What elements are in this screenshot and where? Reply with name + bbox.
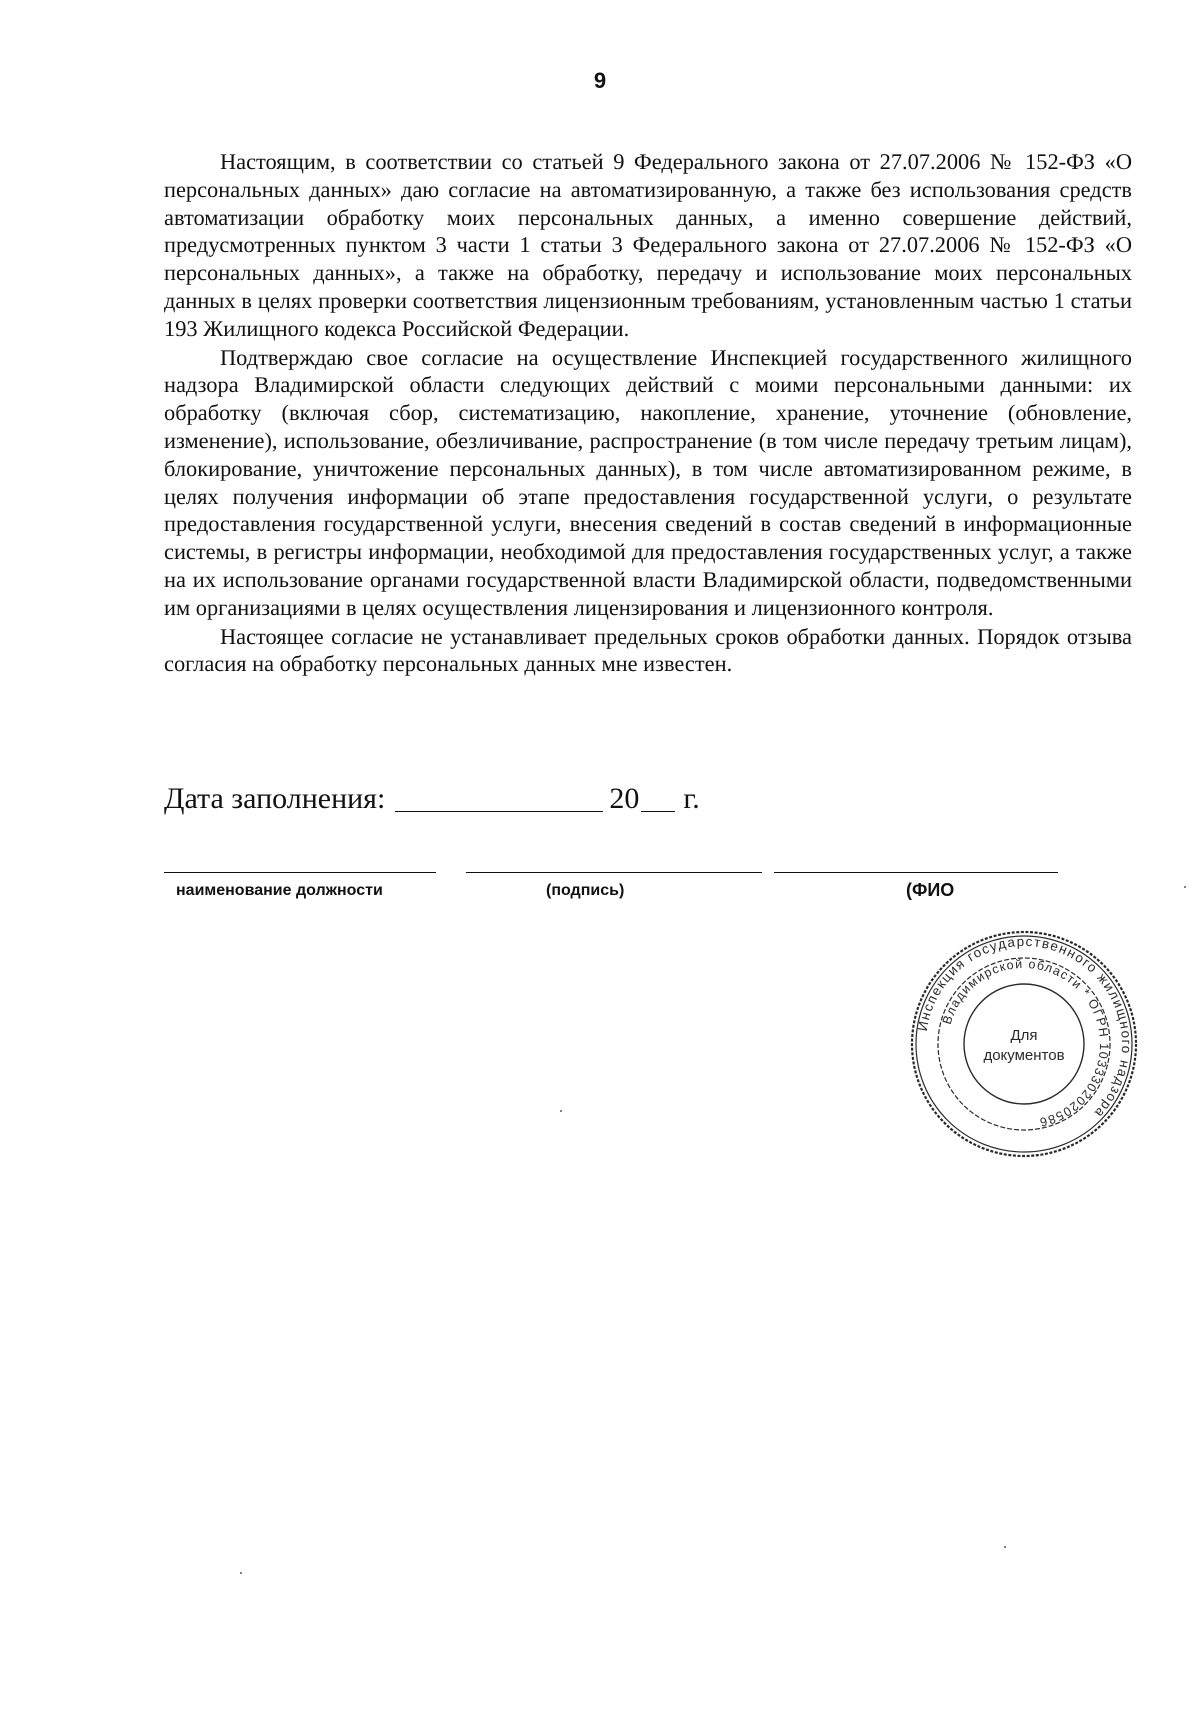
date-year-prefix: 20 — [609, 782, 640, 815]
page-number: 9 — [593, 68, 607, 93]
date-year-suffix: г. — [683, 782, 700, 815]
signature-label: (подпись) — [546, 882, 625, 899]
scan-speck — [1184, 886, 1186, 888]
stamp-inner-text: Владимирской области * ОГРН 1033302020586 — [939, 956, 1112, 1130]
full-name-signature-line[interactable] — [774, 872, 1058, 873]
stamp-outer-text: Инспекция государственного жилищного надзора — [914, 933, 1135, 1122]
scan-speck — [560, 1110, 562, 1112]
scan-speck — [240, 1572, 242, 1574]
consent-paragraph-3: Настоящее согласие не устанавливает предельных сроков обработки данных. Порядок отзыва согласия на обработку персональных данных мне известен. — [164, 623, 1132, 677]
stamp-center-line-1: Для — [1010, 1027, 1038, 1044]
official-stamp — [908, 928, 1140, 1160]
consent-paragraph-1: Настоящим, в соответствии со статьей 9 Федерального закона от 27.07.2006 № 152-ФЗ «О персональных данных» даю согласие на автоматизированную, а также без использования средств автоматизации обработку моих персональных данных, а именно совершение действий, предусмотренных пунктом 3 части 1 статьи 3 Федерального закона от 27.07.2006 № 152-ФЗ «О персональных данных», а также на обработку, передачу и использование моих персональных данных в целях проверки соответствия лицензионным требованиям, установленным частью 1 статьи 193 Жилищного кодекса Российской Федерации. — [164, 149, 1132, 341]
date-label: Дата заполнения: — [164, 782, 386, 815]
signature-line[interactable] — [466, 872, 762, 873]
scan-speck — [1004, 1546, 1006, 1548]
consent-paragraph-2: Подтверждаю свое согласие на осуществление Инспекцией государственного жилищного надзора Владимирской области следующих действий с моими персональными данными: их обработку (включая сбор, систематизацию, накопление, хранение, уточнение (обновление, изменение), использование, обезличивание, распространение (в том числе передачу третьим лицам), блокирование, уничтожение персональных данных), в том числе автоматизированном режиме, в целях получения информации об этапе предоставления государственной услуги, о результате предоставления государственной услуги, внесения сведений в состав сведений в информационные системы, в регистры информации, необходимой для предоставления государственных услуг, а также на их использование органами государственной власти Владимирской области, подведомственными им организациями в целях осуществления лицензирования и лицензионного контроля. — [164, 344, 1132, 620]
date-field — [164, 782, 700, 816]
full-name-label: (ФИО — [906, 880, 955, 900]
date-year-blank[interactable] — [641, 783, 675, 812]
stamp-center-line-2: документов — [983, 1047, 1065, 1064]
position-label: наименование должности — [176, 882, 383, 899]
date-day-month-blank[interactable] — [395, 783, 603, 812]
consent-text — [164, 148, 1132, 678]
position-signature-line[interactable] — [164, 872, 436, 873]
